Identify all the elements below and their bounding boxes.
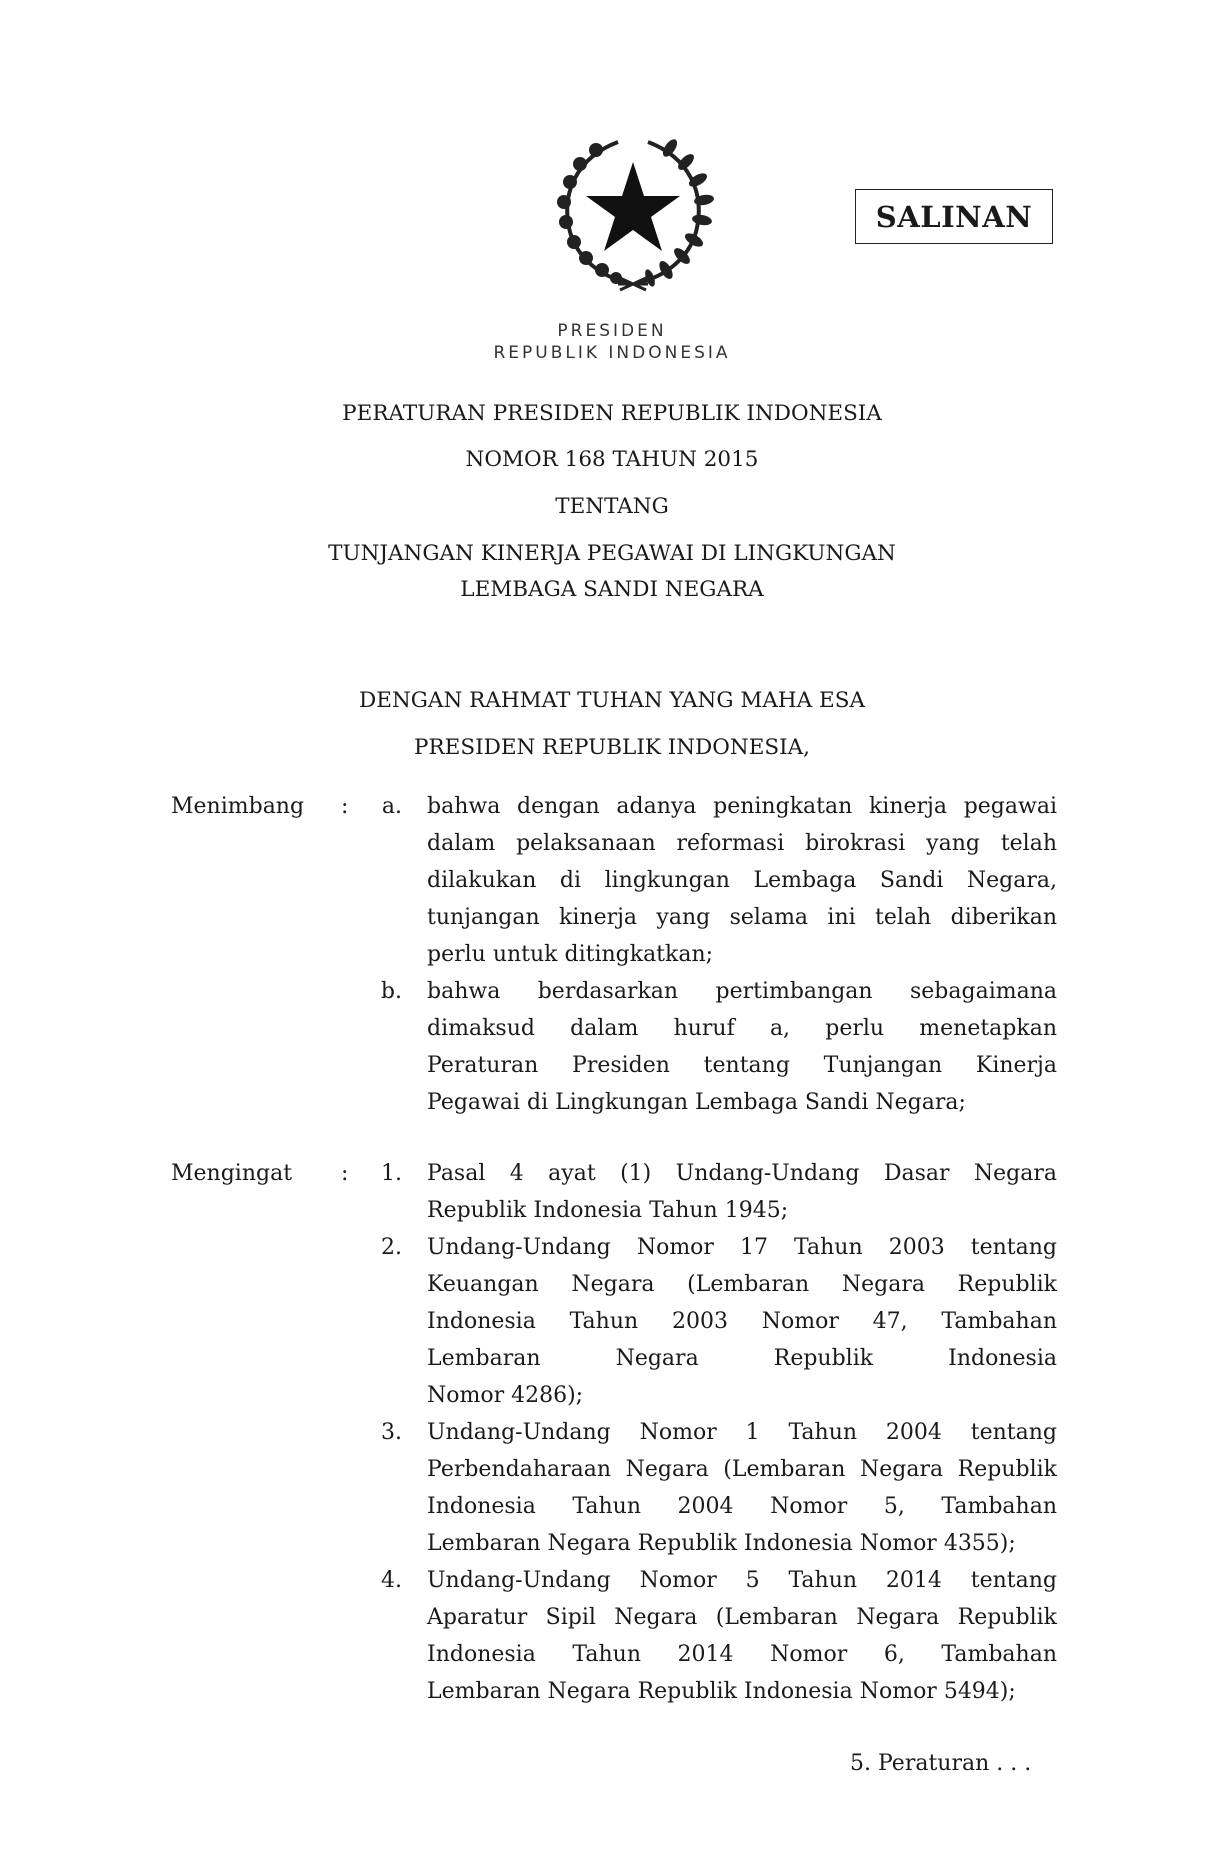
menimbang-marker-a: a. bbox=[381, 794, 402, 819]
title-line-4: TUNJANGAN KINERJA PEGAWAI DI LINGKUNGAN bbox=[328, 541, 896, 566]
mengingat-marker-3: 3. bbox=[381, 1420, 402, 1445]
salinan-stamp: SALINAN bbox=[855, 189, 1053, 244]
mengingat-4-line-1: Undang-Undang Nomor 5 Tahun 2014 tentang bbox=[427, 1568, 1057, 1593]
menimbang-b-line-4: Pegawai di Lingkungan Lembaga Sandi Negara; bbox=[427, 1090, 966, 1115]
mengingat-2-line-1: Undang-Undang Nomor 17 Tahun 2003 tentang bbox=[427, 1235, 1057, 1260]
mengingat-2-line-3: Indonesia Tahun 2003 Nomor 47, Tambahan bbox=[427, 1309, 1057, 1334]
title-line-3: TENTANG bbox=[555, 494, 669, 519]
title-line-2: NOMOR 168 TAHUN 2015 bbox=[465, 447, 759, 472]
header-line-republik: REPUBLIK INDONESIA bbox=[493, 343, 731, 363]
menimbang-a-line-3: dilakukan di lingkungan Lembaga Sandi Negara, bbox=[427, 868, 1057, 893]
garuda-emblem-icon bbox=[548, 132, 718, 292]
mengingat-1-line-2: Republik Indonesia Tahun 1945; bbox=[427, 1198, 789, 1223]
mengingat-1-line-1: Pasal 4 ayat (1) Undang-Undang Dasar Negara bbox=[427, 1161, 1057, 1186]
preamble-line-2: PRESIDEN REPUBLIK INDONESIA, bbox=[414, 735, 810, 760]
title-line-5: LEMBAGA SANDI NEGARA bbox=[460, 577, 764, 602]
mengingat-3-line-4: Lembaran Negara Republik Indonesia Nomor 4355); bbox=[427, 1531, 1016, 1556]
menimbang-a-line-2: dalam pelaksanaan reformasi birokrasi yang telah bbox=[427, 831, 1057, 856]
menimbang-label: Menimbang bbox=[171, 794, 305, 819]
mengingat-marker-1: 1. bbox=[381, 1161, 402, 1186]
mengingat-2-line-2: Keuangan Negara (Lembaran Negara Republik bbox=[427, 1272, 1057, 1297]
preamble-line-1: DENGAN RAHMAT TUHAN YANG MAHA ESA bbox=[359, 688, 865, 713]
mengingat-4-line-2: Aparatur Sipil Negara (Lembaran Negara Republik bbox=[427, 1605, 1057, 1630]
title-line-1: PERATURAN PRESIDEN REPUBLIK INDONESIA bbox=[342, 401, 882, 426]
menimbang-a-line-4: tunjangan kinerja yang selama ini telah diberikan bbox=[427, 905, 1057, 930]
menimbang-marker-b: b. bbox=[380, 979, 402, 1004]
mengingat-label: Mengingat bbox=[171, 1161, 293, 1186]
menimbang-b-line-1: bahwa berdasarkan pertimbangan sebagaimana bbox=[427, 979, 1057, 1004]
mengingat-marker-4: 4. bbox=[381, 1568, 402, 1593]
page-continuation: 5. Peraturan . . . bbox=[850, 1751, 1032, 1776]
menimbang-a-line-5: perlu untuk ditingkatkan; bbox=[427, 942, 714, 967]
mengingat-4-line-4: Lembaran Negara Republik Indonesia Nomor 5494); bbox=[427, 1679, 1016, 1704]
mengingat-3-line-1: Undang-Undang Nomor 1 Tahun 2004 tentang bbox=[427, 1420, 1057, 1445]
menimbang-b-line-3: Peraturan Presiden tentang Tunjangan Kinerja bbox=[427, 1053, 1057, 1078]
mengingat-3-line-3: Indonesia Tahun 2004 Nomor 5, Tambahan bbox=[427, 1494, 1057, 1519]
mengingat-3-line-2: Perbendaharaan Negara (Lembaran Negara Republik bbox=[427, 1457, 1057, 1482]
header-line-presiden: PRESIDEN bbox=[557, 321, 667, 341]
mengingat-4-line-3: Indonesia Tahun 2014 Nomor 6, Tambahan bbox=[427, 1642, 1057, 1667]
menimbang-a-line-1: bahwa dengan adanya peningkatan kinerja pegawai bbox=[427, 794, 1057, 819]
mengingat-colon: : bbox=[341, 1161, 349, 1186]
menimbang-b-line-2: dimaksud dalam huruf a, perlu menetapkan bbox=[427, 1016, 1057, 1041]
menimbang-colon: : bbox=[341, 794, 349, 819]
mengingat-2-line-5: Nomor 4286); bbox=[427, 1383, 584, 1408]
mengingat-2-line-4: Lembaran Negara Republik Indonesia bbox=[427, 1346, 1057, 1371]
mengingat-marker-2: 2. bbox=[381, 1235, 402, 1260]
